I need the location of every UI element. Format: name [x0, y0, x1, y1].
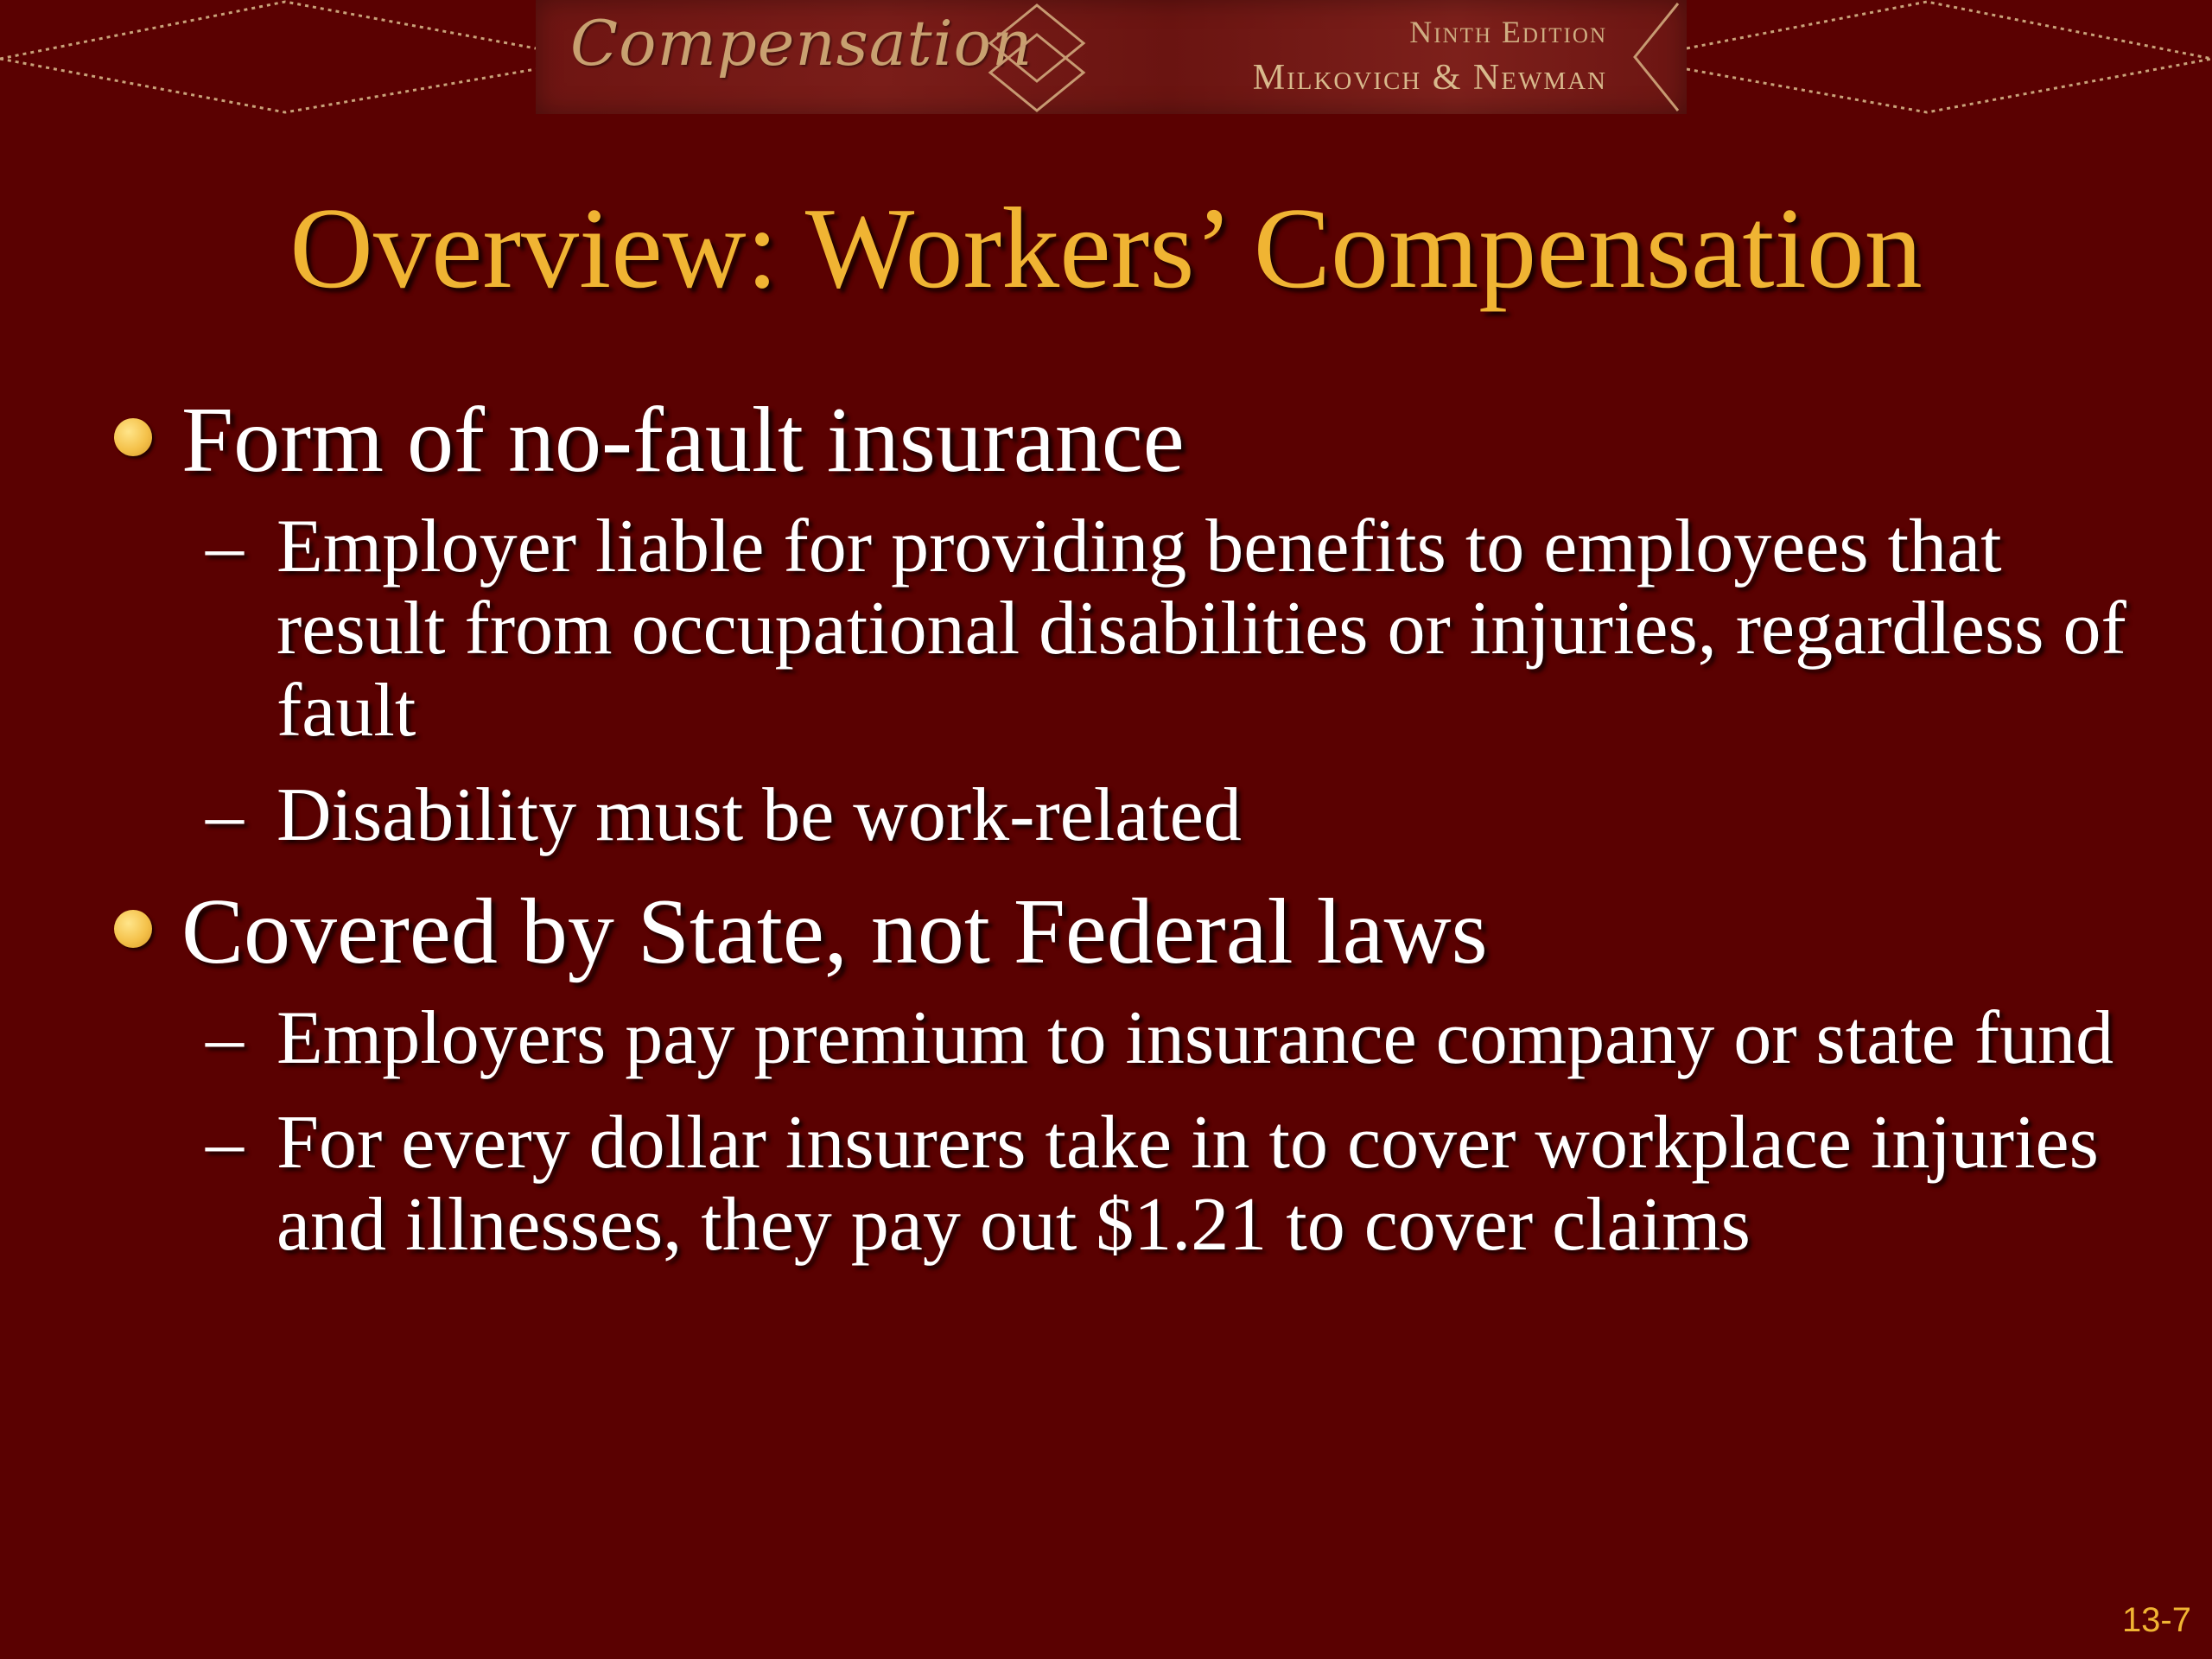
- bullet-text: Form of no-fault insurance: [181, 389, 1185, 492]
- chevron-ornament-icon: [1626, 0, 1687, 114]
- compensation-logo: Compensation: [570, 7, 1033, 79]
- sub-bullet-item: [104, 774, 2160, 856]
- dash-marker: –: [206, 996, 244, 1081]
- dash-marker: –: [206, 504, 244, 588]
- dash-marker: –: [206, 773, 244, 858]
- bullet-item: [104, 389, 2160, 493]
- diamond-ornament-icon: [976, 0, 1097, 114]
- edition-label: Ninth Edition: [1409, 15, 1607, 49]
- sub-bullet-item: [104, 1102, 2160, 1266]
- dash-marker: –: [206, 1101, 244, 1185]
- header-banner: [536, 0, 1687, 114]
- sub-bullet-item: [104, 505, 2160, 752]
- sub-bullet-text: Disability must be work-related: [276, 773, 1242, 858]
- bullet-dot-icon: [114, 910, 152, 948]
- sub-bullet-text: Employer liable for providing benefits to employees that result from occupational disabilities or injuries, regardless of fault: [276, 504, 2126, 753]
- authors-label: Milkovich & Newman: [1252, 58, 1607, 98]
- sub-bullet-text: For every dollar insurers take in to cover workplace injuries and illnesses, they pay out $1.21 to cover claims: [276, 1101, 2099, 1268]
- sub-bullet-item: [104, 997, 2160, 1079]
- sub-bullet-text: Employers pay premium to insurance company or state fund: [276, 996, 2114, 1081]
- bullet-dot-icon: [114, 418, 152, 456]
- slide-content: [104, 389, 2160, 1266]
- page-number: 13-7: [2121, 1601, 2191, 1639]
- slide-title: Overview: Workers’ Compensation: [289, 184, 1923, 312]
- bullet-item: [104, 880, 2160, 985]
- bullet-text: Covered by State, not Federal laws: [181, 880, 1488, 984]
